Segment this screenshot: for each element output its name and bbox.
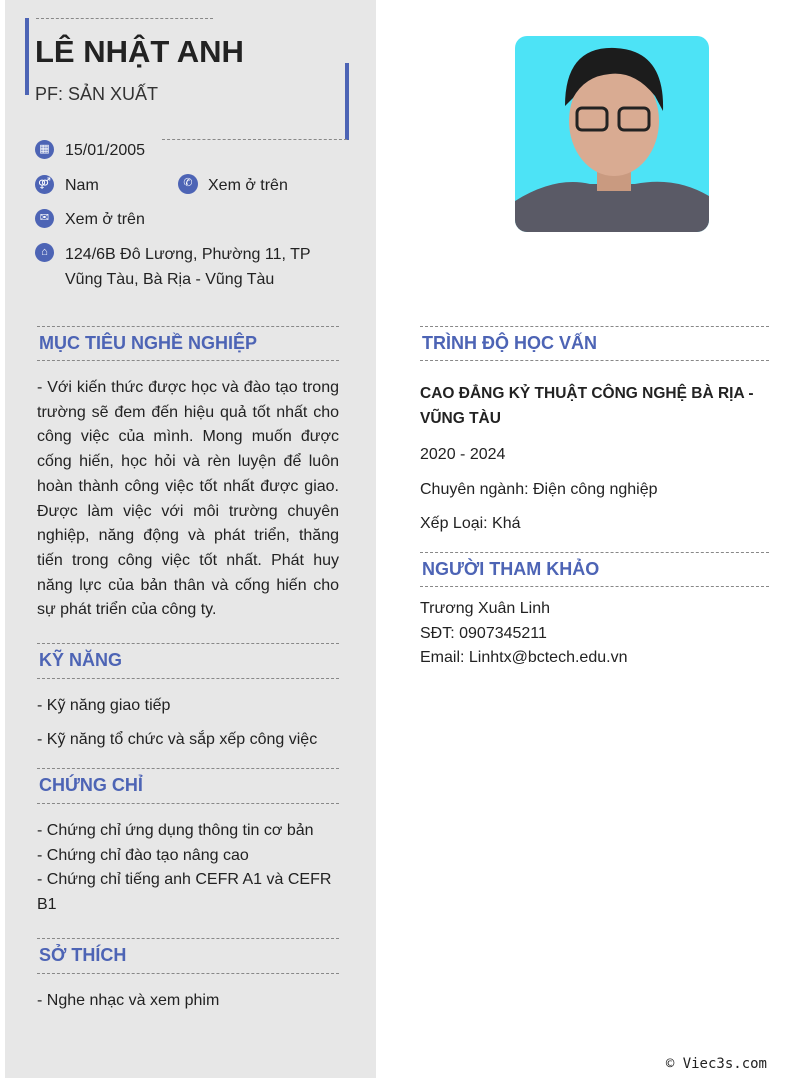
email-icon: ✉ (35, 209, 54, 228)
reference-details (420, 597, 627, 671)
section-title-reference: NGƯỜI THAM KHẢO (422, 559, 600, 579)
candidate-name: LÊ NHẬT ANH (35, 34, 244, 69)
certificate-item: - Chứng chỉ tiếng anh CEFR A1 và CEFR B1 (37, 871, 332, 914)
accent-bar (25, 18, 29, 95)
reference-email: Email: Linhtx@bctech.edu.vn (420, 649, 628, 667)
school-name: CAO ĐẲNG KỶ THUẬT CÔNG NGHỆ BÀ RỊA - VŨNG TÀU (420, 385, 754, 427)
section-title-education: TRÌNH ĐỘ HỌC VẤN (422, 333, 597, 353)
accent-bar (345, 63, 349, 140)
gender: Nam (65, 177, 99, 194)
section-title-certificates: CHỨNG CHỈ (39, 775, 143, 795)
education-rank: Xếp Loại: Khá (420, 515, 521, 532)
section-title-skills: KỸ NĂNG (39, 650, 123, 670)
objective-text: - Với kiến thức được học và đào tạo trong trường sẽ đem đến hiệu quả tốt nhất cho công việc của mình. Mong muốn được cống hiến, học hỏi và rèn luyện để luôn hoàn thành công việc tốt nhất được giao. Được làm việc với môi trường chuyên nghiệp, năng động và phát triển, thăng tiến trong công việc tốt nhất. Phát huy năng lực của bản thân và cống hiến cho sự phát triển của công ty. (37, 379, 339, 619)
skill-item: - Kỹ năng giao tiếp (37, 697, 171, 714)
divider (36, 18, 213, 19)
job-position: PF: SẢN XUẤT (35, 84, 159, 104)
skill-item: - Kỹ năng tổ chức và sắp xếp công việc (37, 731, 318, 748)
dob: 15/01/2005 (65, 142, 146, 159)
education-years: 2020 - 2024 (420, 446, 506, 463)
phone: Xem ở trên (208, 177, 288, 194)
watermark: © Viec3s.com (665, 1056, 767, 1072)
phone-icon: ✆ (178, 174, 198, 194)
profile-photo (515, 36, 709, 232)
home-icon: ⌂ (35, 243, 54, 262)
reference-name: Trương Xuân Linh (420, 600, 551, 617)
certificate-list (37, 819, 337, 918)
divider (162, 139, 347, 140)
section-title-hobbies: SỞ THÍCH (39, 945, 127, 965)
email: Xem ở trên (65, 211, 145, 228)
address: 124/6B Đô Lương, Phường 11, TP Vũng Tàu, Bà Rịa - Vũng Tàu (65, 246, 311, 288)
calendar-icon: ▦ (35, 140, 54, 159)
reference-phone: SĐT: 0907345211 (420, 624, 547, 642)
hobby-item: - Nghe nhạc và xem phim (37, 992, 220, 1009)
certificate-item: - Chứng chỉ ứng dụng thông tin cơ bản (37, 822, 314, 839)
section-title-objective: MỤC TIÊU NGHỀ NGHIỆP (39, 333, 258, 353)
education-major: Chuyên ngành: Điện công nghiệp (420, 481, 658, 498)
gender-icon: ⚤ (35, 175, 54, 194)
certificate-item: - Chứng chỉ đào tạo nâng cao (37, 846, 249, 864)
